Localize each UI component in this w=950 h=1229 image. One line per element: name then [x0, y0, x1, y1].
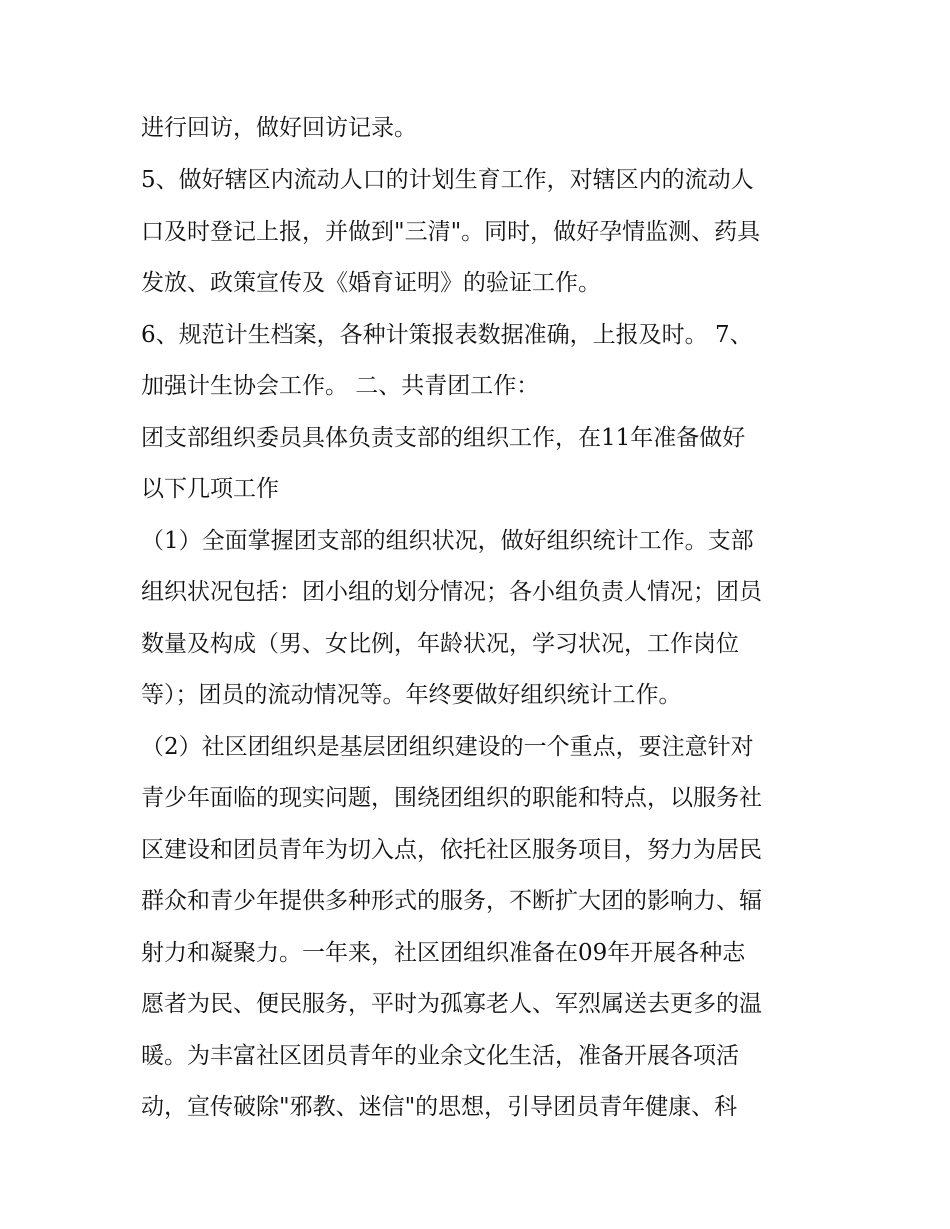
text-line: 组织状况包括：团小组的划分情况；各小组负责人情况；团员 — [141, 579, 762, 605]
text-line: 团支部组织委员具体负责支部的组织工作，在11年准备做好 — [141, 425, 746, 451]
text-line: 动，宣传破除"邪教、迷信"的思想，引导团员青年健康、科 — [141, 1094, 738, 1120]
text-line: （2）社区团组织是基层团组织建设的一个重点，要注意针对 — [141, 734, 754, 760]
text-line: 发放、政策宣传及《婚育证明》的验证工作。 — [141, 270, 601, 296]
text-line: 等）；团员的流动情况等。年终要做好组织统计工作。 — [141, 682, 682, 708]
text-line: 愿者为民、便民服务，平时为孤寡老人、军烈属送去更多的温 — [141, 991, 762, 1017]
text-line: 6、规范计生档案，各种计策报表数据准确，上报及时。 7、 — [141, 322, 753, 348]
text-line: （1）全面掌握团支部的组织状况，做好组织统计工作。支部 — [141, 528, 754, 554]
text-line: 加强计生协会工作。 二、共青团工作： — [141, 373, 540, 399]
text-line: 青少年面临的现实问题，围绕团组织的职能和特点，以服务社 — [141, 785, 762, 811]
text-line: 数量及构成（男、女比例，年龄状况，学习状况，工作岗位 — [141, 631, 739, 657]
text-line: 进行回访，做好回访记录。 — [141, 115, 417, 141]
text-line: 以下几项工作 — [141, 476, 279, 502]
text-line: 口及时登记上报，并做到"三清"。同时，做好孕情监测、药具 — [141, 219, 761, 245]
text-line: 群众和青少年提供多种形式的服务，不断扩大团的影响力、辐 — [141, 888, 762, 914]
text-line: 5、做好辖区内流动人口的计划生育工作，对辖区内的流动人 — [141, 167, 754, 193]
text-line: 区建设和团员青年为切入点，依托社区服务项目，努力为居民 — [141, 837, 762, 863]
text-line: 暖。为丰富社区团员青年的业余文化生活，准备开展各项活 — [141, 1043, 739, 1069]
text-line: 射力和凝聚力。一年来，社区团组织准备在09年开展各种志 — [141, 940, 746, 966]
